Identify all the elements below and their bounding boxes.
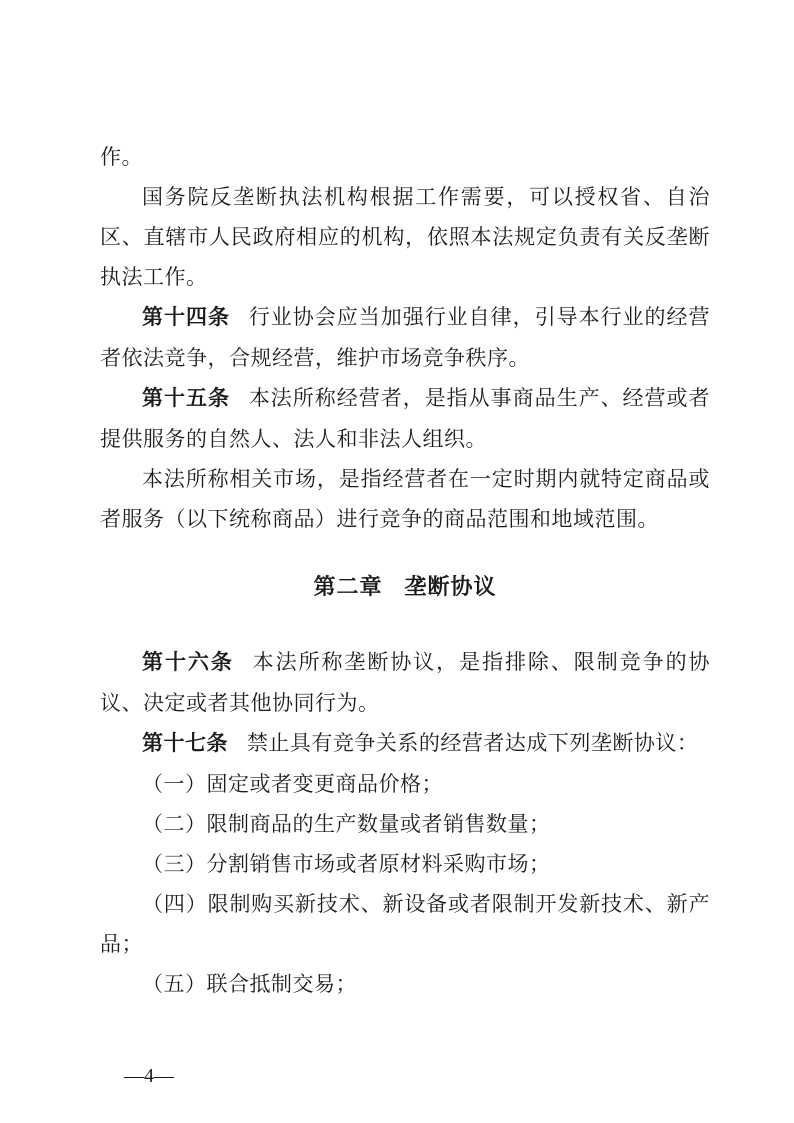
article-14-text: 行业协会应当加强行业自律，引导本行业的经营者依法竞争，合规经营，维护市场竞争秩序。 — [100, 305, 711, 370]
list-item-4: （四）限制购买新技术、新设备或者限制开发新技术、新产品； — [100, 892, 710, 956]
article-17-text: 禁止具有竞争关系的经营者达成下列垄断协议： — [246, 731, 699, 755]
list-item-1: （一）固定或者变更商品价格； — [142, 772, 443, 796]
document-content — [100, 137, 710, 1004]
article-16-number: 第十六条 — [142, 651, 234, 674]
paragraph-continuation: 作。 — [100, 145, 143, 169]
article-17-number: 第十七条 — [142, 732, 228, 755]
chapter-number: 第二章 — [313, 574, 383, 599]
paragraph-enforcement-delegation: 国务院反垄断执法机构根据工作需要，可以授权省、自治区、直辖市人民政府相应的机构，依照本法规定负责有关反垄断执法工作。 — [100, 185, 710, 289]
list-item-5: （五）联合抵制交易； — [142, 972, 357, 996]
paragraph-article-17 — [100, 723, 710, 764]
chapter-title: 垄断协议 — [404, 574, 497, 599]
chapter-heading — [100, 567, 710, 607]
paragraph-article-14 — [100, 297, 710, 378]
page-number: —4— — [124, 1065, 174, 1087]
article-14-number: 第十四条 — [142, 306, 230, 329]
paragraph-article-16 — [100, 642, 710, 723]
list-item-2: （二）限制商品的生产数量或者销售数量； — [142, 812, 551, 836]
article-15-text: 本法所称经营者，是指从事商品生产、经营或者提供服务的自然人、法人和非法人组织。 — [100, 386, 711, 451]
paragraph-article-15 — [100, 378, 710, 459]
article-16-text: 本法所称垄断协议，是指排除、限制竞争的协议、决定或者其他协同行为。 — [100, 650, 711, 715]
paragraph-relevant-market: 本法所称相关市场，是指经营者在一定时期内就特定商品或者服务（以下统称商品）进行竞争的商品范围和地域范围。 — [100, 467, 710, 531]
article-15-number: 第十五条 — [142, 387, 230, 410]
list-item-3: （三）分割销售市场或者原材料采购市场； — [142, 852, 551, 876]
